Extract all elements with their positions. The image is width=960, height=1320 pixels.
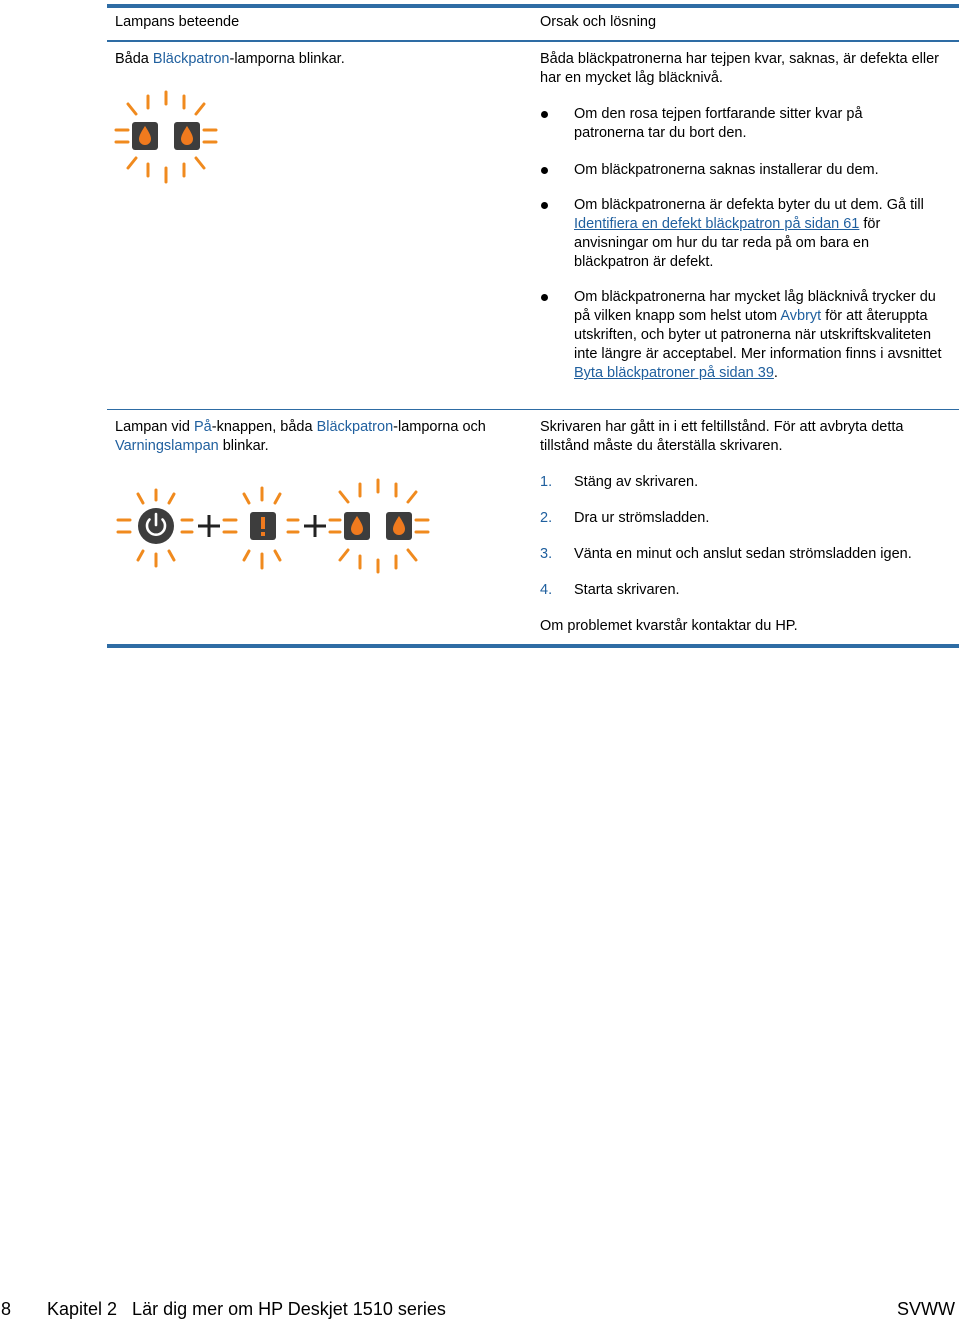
step-text: Dra ur strömsladden. [574, 510, 710, 526]
plus-icon [198, 515, 220, 537]
cancel-button-label: Avbryt [780, 308, 822, 324]
link-replace-cartridges[interactable]: Byta bläckpatroner på sidan 39 [574, 365, 774, 381]
cartridge-light-label: Bläckpatron [316, 419, 394, 435]
row1-bullet3: Om bläckpatronerna är defekta byter du ut dem. Gå till Identifiera en defekt bläckpatron på sidan 61 för anvisningar om hur du tar reda på om bara en bläckpatron är defekt. [574, 197, 924, 270]
locale-code: SVWW [897, 1299, 955, 1319]
row1-cause: Båda bläckpatronerna har tejpen kvar, saknas, är defekta eller har en mycket låg bläcknivå. [540, 51, 939, 86]
step-number: 2. [540, 510, 553, 526]
attention-light-label: Varningslampan [115, 438, 219, 454]
header-behavior: Lampans beteende [115, 14, 240, 30]
step-text: Vänta en minut och anslut sedan strömsladden igen. [574, 546, 912, 562]
row-separator-left [107, 409, 532, 410]
row1-bullet1: Om den rosa tejpen fortfarande sitter kvar på patronerna tar du bort den. [574, 106, 863, 141]
header-rule-left [107, 40, 532, 42]
step-text: Starta skrivaren. [574, 582, 680, 598]
header-rule-right [532, 40, 959, 42]
row-separator-right [532, 409, 959, 410]
step-number: 4. [540, 582, 553, 598]
link-identify-defective-cartridge[interactable]: Identifiera en defekt bläckpatron på sidan 61 [574, 216, 860, 232]
cartridge-light-label: Bläckpatron [152, 51, 230, 67]
row2-closing: Om problemet kvarstår kontaktar du HP. [540, 618, 798, 634]
bullet-dot [541, 111, 548, 118]
step-number: 1. [540, 474, 553, 490]
row2-behavior: Lampan vid På-knappen, båda Bläckpatron-lamporna och Varningslampan blinkar. [115, 419, 486, 454]
bullet-dot [541, 294, 548, 301]
table-bottom-rule [107, 644, 959, 648]
step-text: Stäng av skrivaren. [574, 474, 699, 490]
page-number: 8 [1, 1299, 12, 1319]
plus-icon [304, 515, 326, 537]
chapter-title: Kapitel 2 Lär dig mer om HP Deskjet 1510 series [47, 1299, 446, 1319]
blinking-cartridge-lights-icon [110, 88, 222, 188]
bullet-dot [541, 202, 548, 209]
bullet-dot [541, 167, 548, 174]
row1-bullet4: Om bläckpatronerna har mycket låg bläcknivå trycker du på vilken knapp som helst utom Avbryt för att återuppta utskriften, och byter ut patronerna när utskriftskvaliteten inte längre är acceptabel. Mer information finns i avsnittet Byta bläckpatroner på sidan 39. [574, 289, 942, 381]
row1-behavior: Båda Bläckpatron-lamporna blinkar. [115, 51, 345, 67]
power-button-label: På [194, 419, 212, 435]
row1-bullet2: Om bläckpatronerna saknas installerar du dem. [574, 162, 879, 178]
step-number: 3. [540, 546, 553, 562]
header-cause: Orsak och lösning [540, 14, 657, 30]
blinking-power-attention-cartridge-icon [110, 476, 435, 576]
table-top-rule [107, 4, 959, 8]
row2-cause: Skrivaren har gått in i ett feltillstånd. För att avbryta detta tillstånd måste du återställa skrivaren. [540, 419, 904, 454]
